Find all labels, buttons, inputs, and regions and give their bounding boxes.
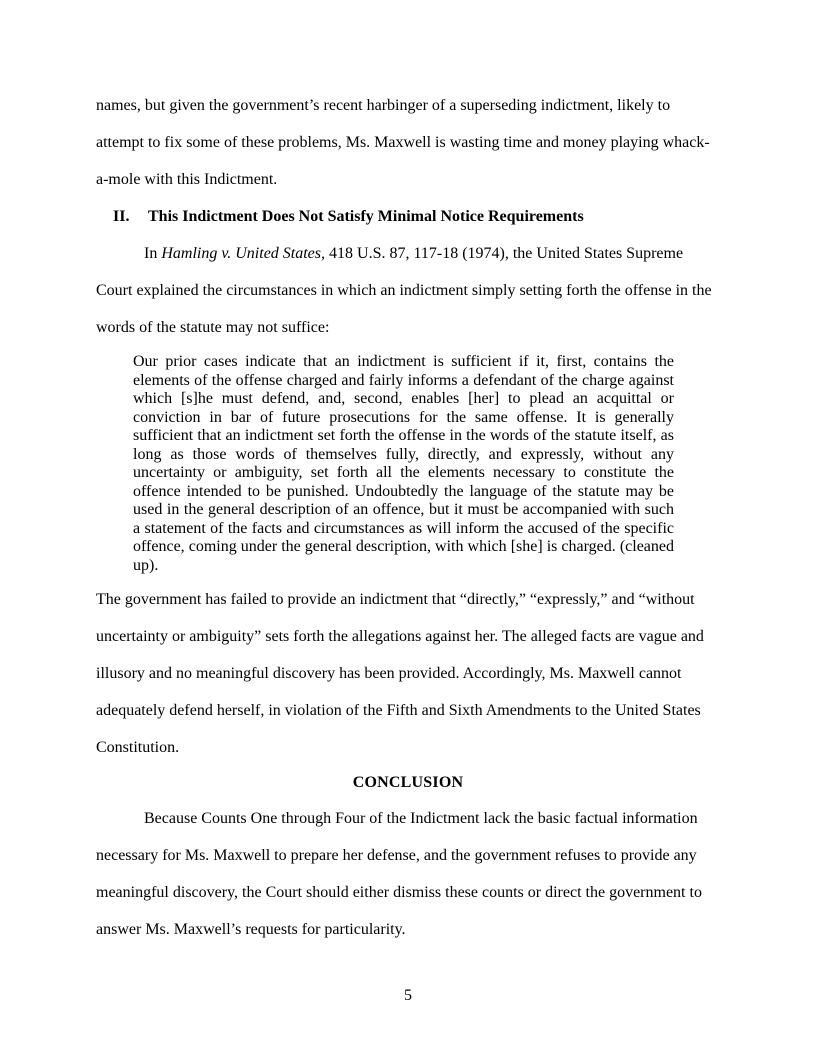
paragraph-hamling-citation: In Hamling v. United States, 418 U.S. 87, 117-18 (1974), the United States Supreme Court explained the circumstances in which an indictment simply setting forth the offense in the words of the statute may not suffice: [96, 245, 712, 336]
page-number: 5 [404, 987, 412, 1004]
document-body [96, 87, 720, 948]
paragraph-conclusion: Because Counts One through Four of the Indictment lack the basic factual information necessary for Ms. Maxwell to prepare her defense, and the government refuses to provide any meaningful discovery, the Court should either dismiss these counts or direct the government to answer Ms. Maxwell’s requests for particularity. [96, 810, 702, 938]
section-number: II. [113, 208, 130, 225]
paragraph-analysis: The government has failed to provide an indictment that “directly,” “expressly,” and “without uncertainty or ambiguity” sets forth the allegations against her. The alleged facts are vague and illusory and no meaningful discovery has been provided. Accordingly, Ms. Maxwell cannot adequately defend herself, in violation of the Fifth and Sixth Amendments to the United States Constitution. [96, 591, 704, 756]
section-title: This Indictment Does Not Satisfy Minimal Notice Requirements [148, 208, 584, 225]
block-quote: Our prior cases indicate that an indictment is sufficient if it, first, contains the elements of the offense charged and fairly informs a defendant of the charge against which [s]he must defend, and, second, enables [her] to plead an acquittal or conviction in bar of future prosecutions for the same offense. It is generally sufficient that an indictment set forth the offense in the words of the statute itself, as long as those words of themselves fully, directly, and expressly, without any uncertainty or ambiguity, set forth all the elements necessary to constitute the offence intended to be punished. Undoubtedly the language of the statute may be used in the general description of an offence, but it must be accompanied with such a statement of the facts and circumstances as will inform the accused of the specific offence, coming under the general description, with which [she] is charged. (cleaned up). [133, 353, 674, 574]
paragraph-continuation: names, but given the government’s recent harbinger of a superseding indictment, likely to attempt to fix some of these problems, Ms. Maxwell is wasting time and money playing whack-a-mole with this Indictment. [96, 97, 710, 188]
section-heading [96, 198, 720, 235]
conclusion-heading: CONCLUSION [352, 774, 464, 791]
